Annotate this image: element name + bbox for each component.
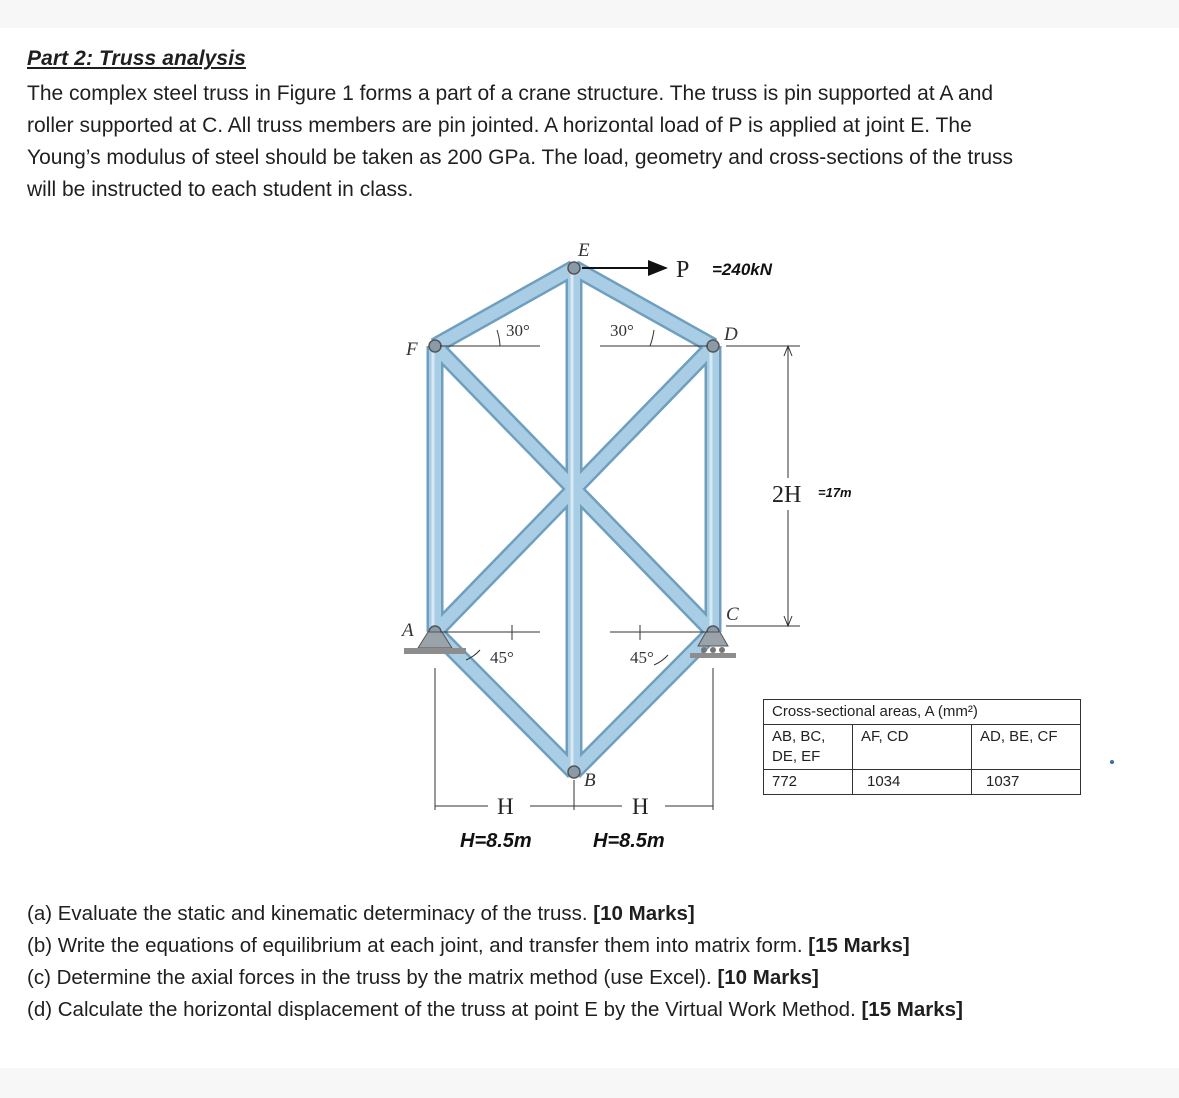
truss-members xyxy=(433,268,713,772)
joint-label-c: C xyxy=(726,604,739,625)
table-header-cell: AB, BC, DE, EF xyxy=(764,725,853,770)
stray-dot xyxy=(1110,760,1114,764)
joint-label-a: A xyxy=(402,620,414,641)
question-item xyxy=(27,962,963,994)
cross-section-table xyxy=(763,699,1081,795)
joint-pin-d xyxy=(707,340,719,352)
table-value-cell: 1034 xyxy=(853,770,972,795)
question-list xyxy=(27,898,963,1026)
joint-pin-f xyxy=(429,340,441,352)
question-text: (d) Calculate the horizontal displacement of the truss at point E by the Virtual Work Method. xyxy=(27,998,862,1021)
joint-label-b: B xyxy=(584,770,596,791)
intro-line: Young’s modulus of steel should be taken as 200 GPa. The load, geometry and cross-sections of the truss xyxy=(27,146,1014,169)
angle-label-bottom-left: 45° xyxy=(490,648,514,667)
angle-label-bottom-right: 45° xyxy=(630,648,654,667)
question-text: (c) Determine the axial forces in the truss by the matrix method (use Excel). xyxy=(27,966,718,989)
table-header-cell: AF, CD xyxy=(853,725,972,770)
section-heading: Part 2: Truss analysis xyxy=(27,47,246,70)
question-marks: [10 Marks] xyxy=(593,902,695,925)
load-symbol: P xyxy=(676,257,690,283)
width-value-right: H=8.5m xyxy=(593,830,665,852)
question-item xyxy=(27,898,963,930)
joint-label-e: E xyxy=(578,240,590,261)
height-value: =17m xyxy=(818,485,852,500)
question-marks: [15 Marks] xyxy=(808,934,910,957)
joint-label-f: F xyxy=(406,339,418,360)
question-marks: [15 Marks] xyxy=(861,998,963,1021)
question-text: (a) Evaluate the static and kinematic determinacy of the truss. xyxy=(27,902,594,925)
member-de xyxy=(574,268,713,346)
angle-label-top-right: 30° xyxy=(610,321,634,340)
joint-pin-e xyxy=(568,262,580,274)
width-value-left: H=8.5m xyxy=(460,830,532,852)
table-title: Cross-sectional areas, A (mm²) xyxy=(764,700,1081,725)
question-marks: [10 Marks] xyxy=(717,966,819,989)
question-item xyxy=(27,994,963,1026)
joint-pin-b xyxy=(568,766,580,778)
table-value-cell: 772 xyxy=(764,770,853,795)
question-text: (b) Write the equations of equilibrium at each joint, and transfer them into matrix form. xyxy=(27,934,809,957)
table-value-cell: 1037 xyxy=(972,770,1081,795)
joint-label-d: D xyxy=(724,324,738,345)
question-item xyxy=(27,930,963,962)
member-ef xyxy=(435,268,574,346)
height-symbol: 2H xyxy=(772,482,802,508)
table-header-cell: AD, BE, CF xyxy=(972,725,1081,770)
angle-label-top-left: 30° xyxy=(506,321,530,340)
width-symbol-right: H xyxy=(632,794,649,819)
bottom-margin-strip xyxy=(0,1068,1179,1098)
intro-line: The complex steel truss in Figure 1 forms a part of a crane structure. The truss is pin supported at A and xyxy=(27,82,994,105)
intro-line: will be instructed to each student in class. xyxy=(27,178,414,201)
intro-line: roller supported at C. All truss members are pin jointed. A horizontal load of P is applied at joint E. The xyxy=(27,114,972,137)
width-symbol-left: H xyxy=(497,794,514,819)
load-value: =240kN xyxy=(712,260,773,279)
